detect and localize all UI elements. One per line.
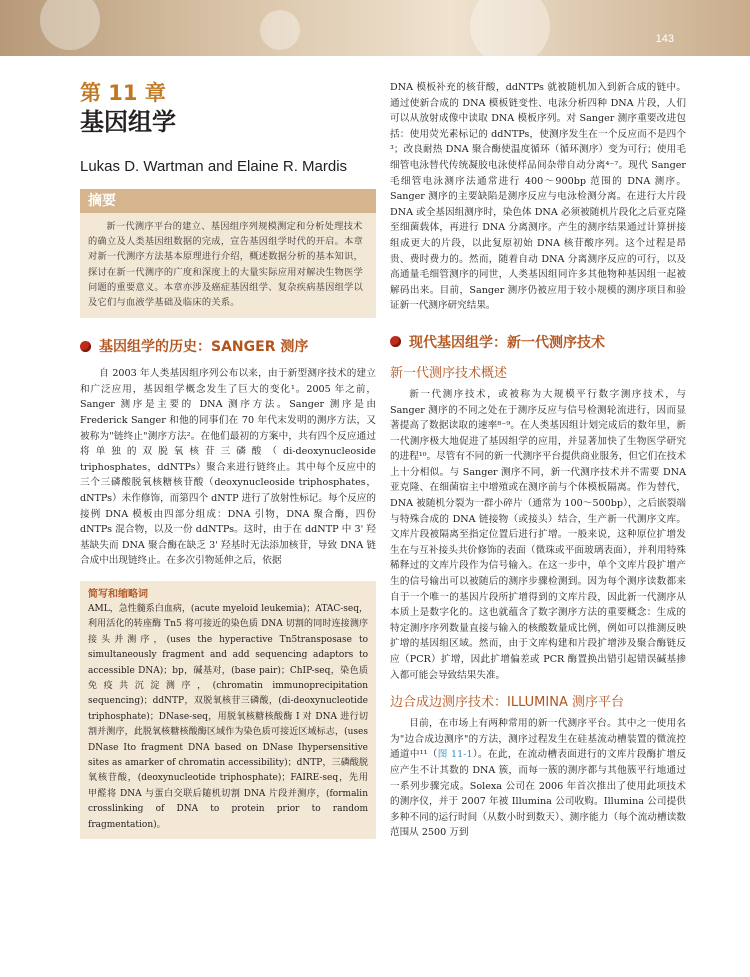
abstract-box xyxy=(80,189,376,318)
paragraph-text: ）。在此，在流动槽表面进行的文库片段酶扩增反应产生不计其数的 DNA 簇，而每一簇的测序都与其他簇平行地通过一系列步骤完成。Solexa 公司在 2006 年首次推出了使用此项技术的测序仪，并于 2007 年被 Illumina 公司收购。Illumina 公司提供多种不同的运行时间（从数小时到数天）、测序能力（每个流动槽读数范围从 2500 万到 xyxy=(390,749,686,839)
chapter-number: 第 11 章 xyxy=(80,81,166,105)
section-heading xyxy=(390,332,686,352)
abstract-heading: 摘要 xyxy=(80,189,376,213)
section-bullet-icon xyxy=(390,336,401,347)
banner-decoration xyxy=(260,10,300,50)
banner-decoration xyxy=(40,0,100,50)
header-banner xyxy=(0,0,750,56)
subsection-title: 新一代测序技术概述 xyxy=(390,365,508,381)
chapter-title: 基因组学 xyxy=(80,108,176,136)
authors: Lukas D. Wartman and Elaine R. Mardis xyxy=(80,158,348,175)
abbreviations-heading: 简写和缩略词 xyxy=(88,588,148,600)
left-column xyxy=(80,80,376,839)
abbreviations-text: AML，急性髓系白血病，(acute myeloid leukemia)；ATAC-seq，利用活化的转座酶 Tn5 将可接近的染色质 DNA 切割的同时连接测序接头并测序，(uses the hyperactive Tn5transposase to simultaneously fragment and add sequencing adaptors to accessible DNA)；bp，碱基对，(base pair)；ChIP-seq，染色质免疫共沉淀测序，(chromatin immunoprecipitation sequencing)；ddNTP，双脱氧核苷三磷酸，(di-deoxynucleotide triphosphate)；DNase-seq，用脱氧核糖核酸酶 I 对 DNA 进行切割并测序，此脱氧核糖核酸酶区域作为染色质可接近区域标志，(uses DNase Ito fragment DNA based on DNase Ihypersensitive sites as amarker of chromatin accessibility)；dNTP，三磷酸脱氧核苷酸，(deoxynucleotide triphosphate)；FAIRE-seq，先用甲醛将 DNA 与蛋白交联后随机切割 DNA 片段并测序，(formalin crosslinking of DNA to protein prior to random fragmentation)。 xyxy=(88,603,368,830)
body-paragraph: 新一代测序技术，或被称为大规模平行数字测序技术，与 Sanger 测序的不同之处在于测序反应与信号检测轮流进行，因而显著提高了数据读取的速率⁸⁻⁹。在人类基因组计划完成后的数年里，新一代测序极大地促进了基因组学的应用，并显著加快了生物医学研究的进程¹⁰。尽管有不同的新一代测序平台提供商业服务，但它们在技术上十分相似。与 Sanger 测序不同，新一代测序技术并不需要 DNA 亚克隆、在细菌宿主中增殖或在测序前与个体模板隔离。作为替代，DNA 被随机分裂为一群小碎片（通常为 100～500bp），之后嵌裂端与特殊合成的 DNA 链接物（或接头）结合，生产新一代测序文库。文库片段被隔离至指定位置后进行扩增。一般来说，这种原位扩增发生在与互补接头共价修饰的表面（微珠或平面玻璃表面），并利用特殊稀释过的文库片段作为信号输入。在这一步中，单个文库片段扩增产生的信号输出可以被随后的测序步骤检测到。因为每个测序读数都来自于一个唯一的基因片段所扩增得到的文库片段，因此新一代测序从本质上是数字化的。这也就蕴含了数字测序方法的重要概念：生成的特定测序序列数量直接与输入的核酸数量成比例，例如可以推测反映扩增的基因组区域。然而，由于文库构建和片段扩增涉及聚合酶链反应（PCR）扩增，因此扩增偏差或 PCR 酶置换出错引起错误碱基掺入都可能会导致结果失准。 xyxy=(390,388,686,681)
body-paragraph: 自 2003 年人类基因组序列公布以来，由于新型测序技术的建立和广泛应用，基因组学概念发生了巨大的变化¹。2005 年之前，Sanger 测序是主要的 DNA 测序方法。Sanger 测序是由 Frederick Sanger 和他的同事们在 70 年代末发明的测序方法，又被称为"链终止"测序方法²。在他们最初的方案中，共有四个反应通过将单独的双脱氧核苷三磷酸（di-deoxynucleoside triphosphates，ddNTPs）聚合来进行链终止。其中每个反应中的三个三磷酸脱氧核糖核苷酸（deoxynucleoside triphosphates，dNTPs）未作修饰，而第四个 dNTP 进行了放射性标记。每个反应的接例 DNA 模板由四部分组成：DNA 引物，DNA 聚合酶，四份 dNTPs 混合物，以及一份 ddNTPs。这时，由于在 ddNTP 中 3' 羟基缺失而 DNA 聚合酶在缺乏 3' 羟基时无法添加核苷，导致 DNA 链合成中出现链终止。在多次引物延伸之后，依据 xyxy=(80,368,376,567)
section-title: 现代基因组学：新一代测序技术 xyxy=(409,334,605,351)
figure-reference-link[interactable]: 图 11-1 xyxy=(437,749,473,761)
section-heading xyxy=(80,336,376,356)
banner-decoration xyxy=(470,0,550,66)
body-paragraph-continued: DNA 模板补充的核苷酸，ddNTPs 就被随机加入到新合成的链中。通过使新合成的 DNA 模板链变性、电泳分析四种 DNA 片段，人们可以从放射成像中读取 DNA 模板序列。对 Sanger 测序重要改进包括：使用荧光素标记的 ddNTPs，使测序发生在一个反应而不是四个³；改良耐热 DNA 聚合酶使温度循环（循环测序）变为可行；使用毛细管电泳替代传统凝胶电泳使样品间杂带自动分离⁴⁻⁷。现代 Sanger 毛细管电泳测序法通常进行 400～900bp 范围的 DNA 测序。Sanger 测序的主要缺陷是测序反应与电泳检测分离。在进行大片段 DNA 或全基因组测序时，染色体 DNA 必须被随机片段化之后亚克隆至细菌载体，再进行 DNA 分离测序。产生的测序结果通过计算拼接组成更大的片段，以此复原初始 DNA 核苷酸序列。这个过程是昂贵、费时费力的。然而，随着自动 DNA 分离测序反应的可行，以及高通量毛细管测序的同世，人类基因组同许多其他物种基因组一起被解码出来。目前，Sanger 测序仍被应用于较小规模的测序项目和验证新一代测序研究结果。 xyxy=(390,82,686,312)
abstract-text: 新一代测序平台的建立、基因组序列规模测定和分析处理技术的确立及人类基因组数据的完成，宣告基因组学时代的开启。本章对新一代测序方法基本原理进行介绍，概述数据分析的基本知识，探讨在新一代测序的广度和深度上的大量实际应用对解决生物医学问题的重要意义。本章亦涉及癌症基因组学、复杂疾病基因组学以及它们与血液学基础及临床的关系。 xyxy=(88,221,364,309)
body-paragraph xyxy=(390,716,686,841)
section-title: 基因组学的历史：SANGER 测序 xyxy=(99,339,309,356)
right-column xyxy=(390,80,686,841)
page-number: 143 xyxy=(655,33,674,45)
subsection-title: 边合成边测序技术：ILLUMINA 测序平台 xyxy=(390,695,624,711)
paragraph-text: 目前，在市场上有两种常用的新一代测序平台。其中之一使用名为"边合成边测序"的方法，测序过程发生在硅基流动槽装置的微流控通道中¹¹（ xyxy=(390,718,686,761)
abbreviations-box xyxy=(80,581,376,839)
section-bullet-icon xyxy=(80,341,91,352)
